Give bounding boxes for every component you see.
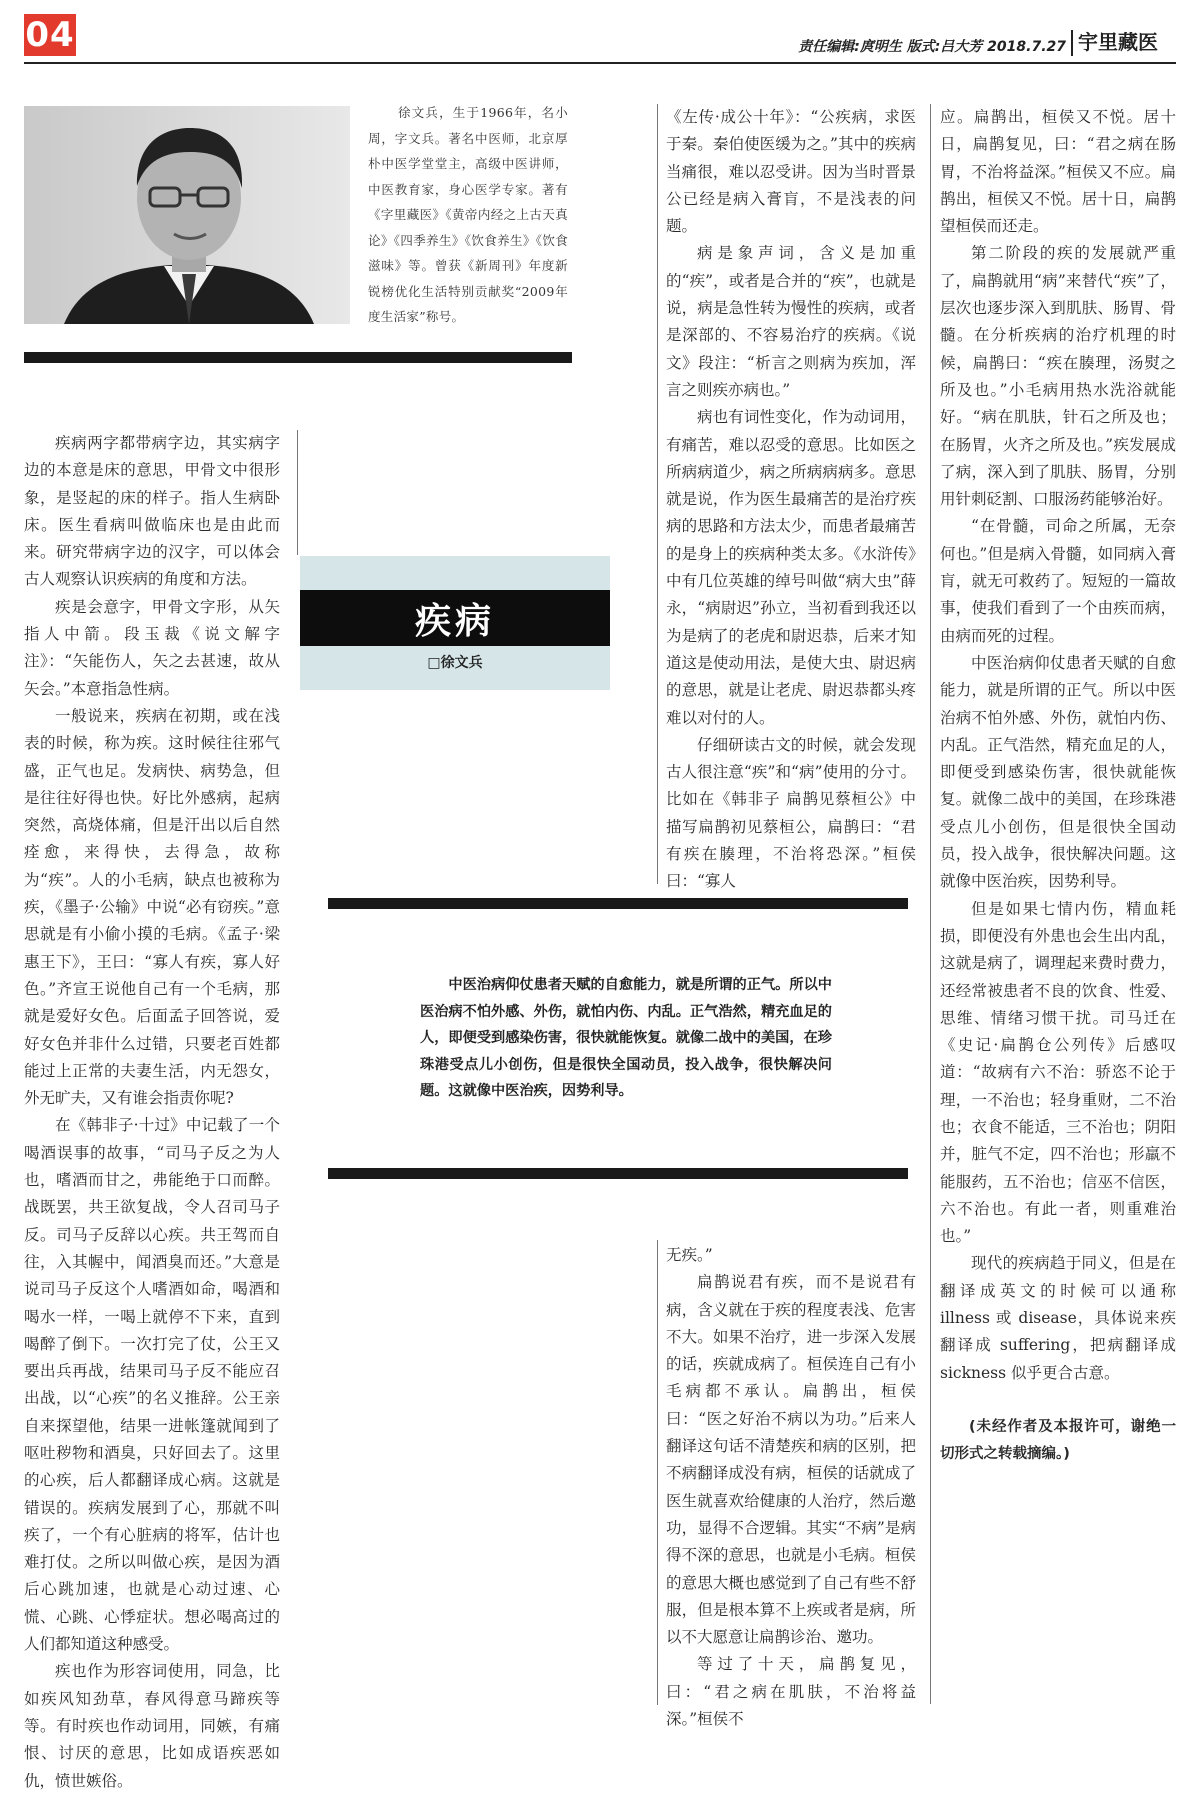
pull-quote-text: 中医治病仰仗患者天赋的自愈能力，就是所谓的正气。所以中医治病不怕外感、外伤，就怕内伤、内乱。正气浩然，精充血足的人，即便受到感染伤害，很快就能恢复。就像二战中的美国，在珍珠港受点儿小创伤，但是很快全国动员，投入战争，很快解决问题。这就像中医治疾，因势利导。	[420, 977, 832, 1099]
paragraph: 第二阶段的疾的发展就严重了，扁鹊就用“病”来替代“疾”了，层次也逐步深入到肌肤、肠胃、骨髓。在分析疾病的治疗机理的时候，扁鹊曰：“疾在腠理，汤熨之所及也。”小毛病用热水洗浴就能好。“病在肌肤，针石之所及也；在肠胃，火齐之所及也。”疾发展成了病，深入到了肌肤、肠胃，分别用针刺砭割、口服汤药能够治好。	[940, 244, 1176, 509]
copyright-note: (未经作者及本报许可，谢绝一切形式之转载摘编。)	[940, 1418, 1176, 1462]
pull-quote	[420, 972, 832, 1105]
paragraph: “在骨髓，司命之所属，无奈何也。”但是病入骨髓，如同病入膏肓，就无可救药了。短短的一篇故事，使我们看到了一个由疾而病，由病而死的过程。	[940, 517, 1176, 645]
column-title: 宇里藏医	[1078, 30, 1158, 54]
editor-credits: 责任编辑:庹明生 版式:吕大芳 2018.7.27	[798, 39, 1066, 55]
paragraph: 等过了十天，扁鹊复见，曰：“君之病在肌肤，不治将益深。”桓侯不	[666, 1655, 916, 1729]
paragraph: 扁鹊说君有疾，而不是说君有病，含义就在于疾的程度表浅、危害不大。如果不治疗，进一步深入发展的话，疾就成病了。桓侯连自己有小毛病都不承认。扁鹊出，桓侯曰：“医之好治不病以为功。”后来人翻译这句话不清楚疾和病的区别，把不病翻译成没有病，桓侯的话就成了医生就喜欢给健康的人治疗，然后邀功，显得不合逻辑。其实“不病”是病得不深的意思，也就是小毛病。桓侯的意思大概也感觉到了自己有些不舒服，但是根本算不上疾或者是病，所以不大愿意让扁鹊诊治、邀功。	[666, 1273, 916, 1647]
paragraph: 在《韩非子·十过》中记载了一个喝酒误事的故事，“司马子反之为人也，嗜酒而甘之，弗能绝于口而醉。战既罢，共王欲复战，令人召司马子反。司马子反辞以心疾。共王驾而自往，入其幄中，闻酒臭而还。”大意是说司马子反这个人嗜酒如命，喝酒和喝水一样，一喝上就停不下来，直到喝醉了倒下。一次打完了仗，公王又要出兵再战，结果司马子反不能应召出战，以“心疾”的名义推辞。公王亲自来探望他，结果一进帐篷就闻到了呕吐秽物和酒臭，只好回去了。这里的心疾，后人都翻译成心病。这就是错误的。疾病发展到了心，那就不叫疾了，一个有心脏病的将军，估计也难打仗。之所以叫做心疾，是因为酒后心跳加速，也就是心动过速、心慌、心跳、心悸症状。想必喝高过的人们都知道这种感受。	[24, 1116, 280, 1654]
paragraph: 中医治病仰仗患者天赋的自愈能力，就是所谓的正气。所以中医治病不怕外感、外伤，就怕内伤、内乱。正气浩然，精充血足的人，即便受到感染伤害，很快就能恢复。就像二战中的美国，在珍珠港受点儿小创伤，但是很快全国动员，投入战争，很快解决问题。这就像中医治疾，因势利导。	[940, 653, 1176, 891]
paragraph: 病是象声词，含义是加重的“疾”，或者是合并的“疾”，也就是说，病是急性转为慢性的疾病，或者是深部的、不容易治疗的疾病。《说文》段注：“析言之则病为疾加，浑言之则疾亦病也。”	[666, 244, 916, 399]
author-portrait-illustration	[24, 106, 350, 324]
paragraph: 疾是会意字，甲骨文字形，从矢指人中箭。段玉裁《说文解字注》：“矢能伤人，矢之去甚速，故从矢会。”本意指急性病。	[24, 597, 280, 698]
author-bio: 徐文兵，生于1966年，名小周，字文兵。著名中医师，北京厚朴中医学堂堂主，高级中医讲师，中医教育家，身心医学专家。著有《字里藏医》《黄帝内经之上古天真论》《四季养生》《饮食养生》《饮食滋味》等。曾获《新周刊》年度新锐榜优化生活特别贡献奖“2009年度生活家”称号。	[368, 105, 568, 324]
column-3-lower	[666, 1242, 916, 1733]
pull-quote-rule-top	[328, 898, 908, 909]
article-byline: □徐文兵	[427, 655, 483, 671]
author-photo	[24, 106, 350, 324]
paragraph: 病也有词性变化，作为动词用，有痛苦，难以忍受的意思。比如医之所病病道少，病之所病病病多。意思就是说，作为医生最痛苦的是治疗疾病的思路和方法太少，而患者最痛苦的是身上的疾病种类太多。《水浒传》中有几位英雄的绰号叫做“病大虫”薛永，“病尉迟”孙立，当初看到我还以为是病了的老虎和尉迟恭，后来才知道这是使动用法，是使大虫、尉迟病的意思，就是让老虎、尉迟恭都头疼难以对付的人。	[666, 408, 916, 727]
page-number: 04	[25, 15, 75, 55]
column-divider	[930, 104, 931, 1704]
paragraph: 应。扁鹊出，桓侯又不悦。居十日，扁鹊复见，曰：“君之病在肠胃，不治将益深。”桓侯又不应。扁鹊出，桓侯又不悦。居十日，扁鹊望桓侯而还走。	[940, 108, 1176, 236]
column-4	[940, 104, 1176, 1468]
column-divider	[657, 1240, 658, 1705]
column-divider	[297, 430, 298, 555]
paragraph: 疾病两字都带病字边，其实病字边的本意是床的意思，甲骨文中很形象，是竖起的床的样子。指人生病卧床。医生看病叫做临床也是由此而来。研究带病字边的汉字，可以体会古人观察认识疾病的角度和方法。	[24, 434, 280, 589]
column-3-upper	[666, 104, 916, 896]
paragraph: 但是如果七情内伤，精血耗损，即便没有外患也会生出内乱，这就是病了，调理起来费时费力，还经常被患者不良的饮食、性爱、思维、情绪习惯干扰。司马迁在《史记·扁鹊仓公列传》后感叹道：“故病有六不治：骄恣不论于理，一不治也；轻身重财，二不治也；衣食不能适，三不治也；阴阳并，脏气不定，四不治也；形羸不能服药，五不治也；信巫不信医，六不治也。有此一者，则重难治也。”	[940, 899, 1176, 1246]
top-left-rule	[24, 352, 572, 363]
article-title: 疾病	[300, 590, 610, 646]
paragraph: 一般说来，疾病在初期，或在浅表的时候，称为疾。这时候往往邪气盛，正气也足。发病快、病势急，但是往往好得也快。好比外感病，起病突然，高烧体痛，但是汗出以后自然痊愈，来得快，去得急，故称为“疾”。人的小毛病，缺点也被称为疾，《墨子·公输》中说“必有窃疾。”意思就是有小偷小摸的毛病。《孟子·梁惠王下》，王曰：“寡人有疾，寡人好色。”齐宣王说他自己有一个毛病，那就是爱好女色。后面孟子回答说，爱好女色并非什么过错，只要老百姓都能过上正常的夫妻生活，内无怨女，外无旷夫，又有谁会指责你呢?	[24, 706, 280, 1108]
paragraph: 疾也作为形容词使用，同急，比如疾风知劲草，春风得意马蹄疾等等。有时疾也作动词用，同嫉，有痛恨、讨厌的意思，比如成语疾恶如仇，愤世嫉俗。	[24, 1662, 280, 1790]
paragraph: 仔细研读古文的时候，就会发现古人很注意“疾”和“病”使用的分寸。比如在《韩非子 扁鹊见蔡桓公》中描写扁鹊初见蔡桓公，扁鹊曰：“君有疾在腠理，不治将恐深。”桓侯曰：“寡人	[666, 735, 916, 891]
header-separator	[1071, 30, 1073, 56]
column-1	[24, 430, 280, 1795]
paragraph: 无疾。”	[666, 1246, 713, 1264]
header-rule	[24, 62, 1176, 64]
paragraph: 《左传·成公十年》：“公疾病，求医于秦。秦伯使医缓为之。”其中的疾病当痛很，难以忍受讲。因为当时晋景公已经是病入膏肓，不是浅表的问题。	[666, 108, 916, 236]
pull-quote-rule-bottom	[328, 1168, 908, 1179]
paragraph: 现代的疾病趋于同义，但是在翻译成英文的时候可以通称 illness 或 disease，具体说来疾翻译成 suffering，把病翻译成 sickness 似乎更合古意。	[940, 1254, 1176, 1382]
column-divider	[657, 104, 658, 884]
